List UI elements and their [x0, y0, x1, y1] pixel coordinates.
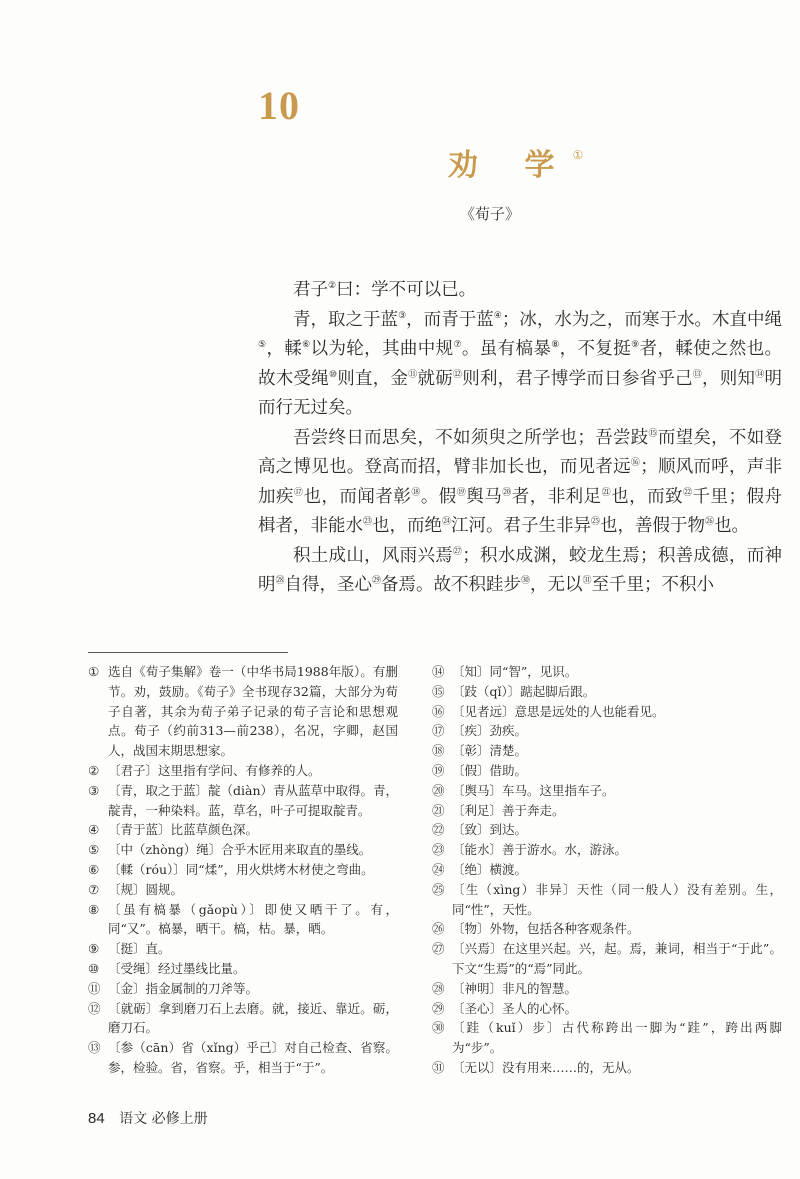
footnote-number: ⑮	[432, 683, 445, 699]
footnote-text: 〔舆马〕车马。这里指车子。	[452, 782, 615, 798]
footnote-number: ⑨	[88, 941, 100, 957]
footnote-marker: ⑭	[755, 369, 765, 380]
footnote-text: 〔就砺〕拿到磨刀石上去磨。就，接近、靠近。砺，磨刀石。	[108, 1000, 398, 1036]
text-run: 至千里；不积小	[591, 575, 715, 595]
footnote-item	[432, 741, 782, 761]
footnote-number: ㉙	[432, 1000, 445, 1016]
text-run: 曰：学不可以已。	[336, 280, 477, 300]
footnote-item	[88, 820, 398, 840]
body-text	[258, 276, 782, 601]
text-run: 者，輮使之然也。故木受绳	[258, 339, 783, 389]
text-run: 也，而致	[611, 486, 684, 507]
text-run: 就砺	[417, 368, 453, 389]
footnote-marker: ⑥	[302, 340, 311, 350]
footnote-marker: ⑱	[411, 487, 421, 498]
text-run: 也，而绝	[372, 516, 443, 536]
footnote-number: ㉓	[432, 842, 445, 858]
footnote-number: ㉕	[432, 881, 445, 897]
footnote-number: ⑬	[88, 1040, 101, 1056]
footnote-number: ④	[88, 822, 100, 838]
footnote-number: ⑫	[88, 1000, 101, 1016]
text-run: 君子	[293, 280, 328, 300]
text-run: 也。	[714, 516, 750, 536]
footnote-marker: ⑤	[258, 340, 267, 350]
footnote-marker: ⑲	[456, 487, 467, 498]
footnote-item	[88, 840, 398, 860]
footnote-marker: ㉛	[582, 576, 592, 586]
footnote-item	[432, 880, 782, 920]
footnote-item	[88, 880, 398, 900]
footnote-text: 〔跬（kuǐ）步〕古代称跨出一脚为“跬”，跨出两脚为“步”。	[452, 1020, 782, 1056]
footnote-marker: ⑯	[630, 458, 641, 468]
text-run: ；冰，水为之，而寒于水。木直中绳	[501, 309, 783, 330]
footnote-number: ⑳	[432, 782, 445, 798]
footnote-item	[432, 820, 782, 840]
footnote-text: 〔青于蓝〕比蓝草颜色深。	[108, 822, 259, 838]
footnote-text: 〔假〕借助。	[452, 762, 528, 778]
footnote-number: ①	[88, 664, 100, 679]
footnote-number: ⑱	[432, 743, 445, 759]
footnote-item	[88, 979, 398, 999]
footnote-number: ③	[88, 782, 100, 798]
paragraph	[258, 542, 782, 601]
footnote-text: 〔生（xìng）非异〕天性（同一般人）没有差别。生，同“性”，天性。	[452, 881, 782, 917]
lesson-number: 10	[258, 83, 300, 128]
text-run: 则直，金	[337, 368, 409, 389]
footnote-number: ⑯	[432, 703, 445, 719]
lesson-title-text: 劝 学	[448, 148, 573, 183]
footnote-text: 〔挺〕直。	[108, 941, 171, 957]
text-run: 备焉。故不积跬步	[381, 575, 522, 595]
footnote-text: 〔见者远〕意思是远处的人也能看见。	[452, 703, 665, 719]
footnote-number: ⑲	[432, 762, 445, 778]
footnote-marker: ㉗	[453, 546, 463, 557]
footnote-marker: ⑧	[551, 340, 560, 350]
footnote-marker: ⑮	[648, 428, 658, 439]
footnote-item	[88, 939, 398, 959]
footnote-text: 〔绝〕横渡。	[452, 861, 528, 877]
footnotes-right-column	[432, 662, 782, 1078]
text-run: ，不复挺	[559, 339, 632, 359]
text-run: ，而青于蓝	[406, 309, 494, 330]
footnote-number: ⑥	[88, 861, 100, 877]
footnote-number: ⑭	[432, 664, 445, 679]
source-author: 《荀子》	[460, 205, 521, 223]
footnote-text: 选自《荀子集解》卷一（中华书局1988年版）。有删节。劝，鼓励。《荀子》全书现存32篇，大部分为荀子自著，其余为荀子弟子记录的荀子言论和思想观点。荀子（约前313—前238），名况，字卿，赵国人，战国末期思想家。	[108, 664, 398, 759]
text-run: 而望矣，不如登高之博见也。登高而招，臂非加长也，而见者远	[258, 427, 782, 477]
footnote-text: 〔神明〕非凡的智慧。	[452, 980, 578, 996]
footnote-text: 〔青，取之于蓝〕靛（diàn）青从蓝草中取得。青，靛青，一种染料。蓝，草名，叶子可提取靛青。	[108, 782, 399, 818]
footnote-text: 〔兴焉〕在这里兴起。兴，起。焉，兼词，相当于“于此”。下文“生焉”的“焉”同此。	[452, 941, 782, 976]
footnotes-left-column	[88, 662, 398, 1078]
footnote-marker: ㉚	[521, 576, 531, 586]
text-run: 舆马	[466, 486, 503, 507]
text-run: ，则知	[702, 368, 756, 389]
footnote-item	[432, 1058, 782, 1078]
footnote-marker: ㉘	[275, 576, 285, 586]
footnote-text: 〔能水〕善于游水。水，游泳。	[452, 842, 628, 858]
footnote-text: 〔利足〕善于奔走。	[452, 802, 565, 818]
footnote-divider	[88, 652, 288, 653]
page-number: 84	[88, 1110, 105, 1127]
text-run: 以为轮，其曲中规	[310, 339, 454, 359]
footnote-item	[88, 1038, 398, 1078]
paragraph	[258, 306, 782, 424]
footnote-item	[432, 979, 782, 999]
footnote-marker: ⑬	[692, 369, 703, 380]
footnote-number: ⑤	[88, 842, 100, 858]
footnote-number: ㉑	[432, 802, 445, 818]
footnote-marker: ㉒	[683, 487, 693, 498]
footnote-marker: ⑳	[502, 487, 512, 498]
footnote-item	[432, 662, 782, 682]
text-run: ；积水成渊，蛟龙生焉；积善成德，而神明	[258, 545, 782, 595]
text-run: 明而行无过矣。	[258, 368, 783, 418]
book-title: 语文 必修上册	[119, 1111, 208, 1127]
footnote-number: ㉘	[432, 980, 445, 996]
footnote-text: 〔知〕同“智”，见识。	[452, 664, 578, 679]
footnote-text: 〔跂（qǐ）〕踮起脚后跟。	[452, 683, 596, 699]
footnote-text: 〔君子〕这里指有学问、有修养的人。	[108, 762, 321, 778]
page-footer	[88, 1108, 208, 1128]
footnote-item	[432, 761, 782, 781]
text-run: ，輮	[266, 339, 303, 359]
footnote-text: 〔彰〕清楚。	[452, 743, 528, 759]
footnote-number: ㉒	[432, 822, 445, 838]
footnote-item	[88, 761, 398, 781]
footnote-number: ⑪	[88, 980, 101, 996]
footnote-item	[432, 801, 782, 821]
text-run: ；顺风而呼，声非加疾	[258, 457, 782, 507]
footnote-number: ⑦	[88, 881, 100, 897]
text-run: 青，取之于蓝	[293, 309, 399, 330]
text-run: 者，非利足	[511, 486, 602, 507]
footnote-marker: ㉓	[363, 517, 373, 527]
footnote-item	[88, 662, 398, 761]
footnote-item	[432, 919, 782, 939]
footnote-item	[432, 702, 782, 722]
footnote-text: 〔圣心〕圣人的心怀。	[452, 1000, 578, 1016]
text-run: 千里；假舟楫者，非能水	[258, 486, 782, 536]
footnote-item	[432, 860, 782, 880]
title-footnote-marker: ①	[572, 148, 584, 162]
footnote-marker: ⑪	[408, 369, 418, 380]
footnote-marker: ㉕	[591, 517, 601, 527]
text-run: 。虽有槁暴	[461, 339, 552, 359]
footnote-marker: ㉖	[705, 517, 715, 527]
footnote-marker: ⑦	[453, 340, 462, 350]
footnote-item	[432, 781, 782, 801]
footnote-item	[432, 999, 782, 1019]
footnote-item	[432, 1018, 782, 1058]
footnote-text: 〔规〕圆规。	[108, 881, 184, 897]
lesson-title	[448, 140, 583, 184]
footnote-marker: ㉑	[601, 487, 612, 498]
footnote-item	[88, 900, 398, 940]
text-run: 。假	[420, 486, 457, 507]
footnote-text: 〔受绳〕经过墨线比量。	[108, 960, 246, 976]
text-run: ，无以	[530, 575, 583, 595]
footnote-marker: ⑩	[328, 369, 338, 380]
text-run: 自得，圣心	[284, 575, 373, 595]
text-run: 也，善假于物	[600, 516, 706, 536]
footnote-item	[432, 840, 782, 860]
footnote-text: 〔无以〕没有用来……的，无从。	[452, 1059, 640, 1075]
footnote-number: ⑩	[88, 960, 100, 976]
footnote-number: ㉚	[432, 1020, 445, 1036]
footnote-item	[432, 939, 782, 979]
footnote-number: ㉖	[432, 921, 445, 937]
footnote-text: 〔中（zhòng）绳〕合乎木匠用来取直的墨线。	[108, 842, 372, 858]
footnote-number: ⑰	[432, 723, 445, 739]
text-run: 吾尝终日而思矣，不如须臾之所学也；吾尝跂	[293, 427, 649, 448]
footnote-number: ㉛	[432, 1059, 445, 1075]
footnote-item	[88, 781, 398, 821]
footnote-marker: ②	[328, 281, 337, 291]
footnote-item	[432, 682, 782, 702]
text-run: 江河。君子生非异	[451, 516, 592, 536]
footnote-text: 〔疾〕劲疾。	[452, 723, 528, 739]
footnote-number: ②	[88, 762, 100, 778]
footnote-item	[432, 721, 782, 741]
footnote-marker: ㉙	[372, 576, 382, 586]
footnote-text: 〔虽有槁暴（gǎopù）〕即使又晒干了。有，同“又”。槁暴，晒干。槁，枯。暴，晒。	[108, 901, 398, 937]
footnote-text: 〔輮（róu）〕同“煣”，用火烘烤木材使之弯曲。	[108, 861, 374, 877]
footnote-marker: ⑫	[452, 369, 463, 380]
footnote-item	[88, 860, 398, 880]
text-run: 也，而闻者彰	[303, 486, 412, 507]
footnote-number: ㉔	[432, 861, 445, 877]
paragraph	[258, 276, 782, 306]
footnote-marker: ④	[493, 310, 502, 321]
text-run: 积土成山，风雨兴焉	[293, 545, 453, 566]
footnote-item	[88, 959, 398, 979]
footnote-text: 〔物〕外物，包括各种客观条件。	[452, 921, 640, 937]
paragraph	[258, 424, 782, 542]
footnote-marker: ③	[398, 310, 407, 321]
text-run: 则利，君子博学而日参省乎己	[462, 368, 693, 389]
footnote-text: 〔参（cān）省（xǐng）乎己〕对自己检查、省察。参，检验。省，省察。乎，相当于“于”。	[108, 1040, 398, 1075]
footnote-number: ㉗	[432, 941, 445, 957]
footnote-text: 〔致〕到达。	[452, 822, 528, 838]
footnote-item	[88, 999, 398, 1039]
footnote-marker: ⑰	[293, 487, 304, 498]
footnote-marker: ㉔	[442, 517, 452, 527]
footnote-number: ⑧	[88, 901, 100, 917]
footnote-marker: ⑨	[631, 340, 640, 350]
footnote-text: 〔金〕指金属制的刀斧等。	[108, 980, 259, 996]
